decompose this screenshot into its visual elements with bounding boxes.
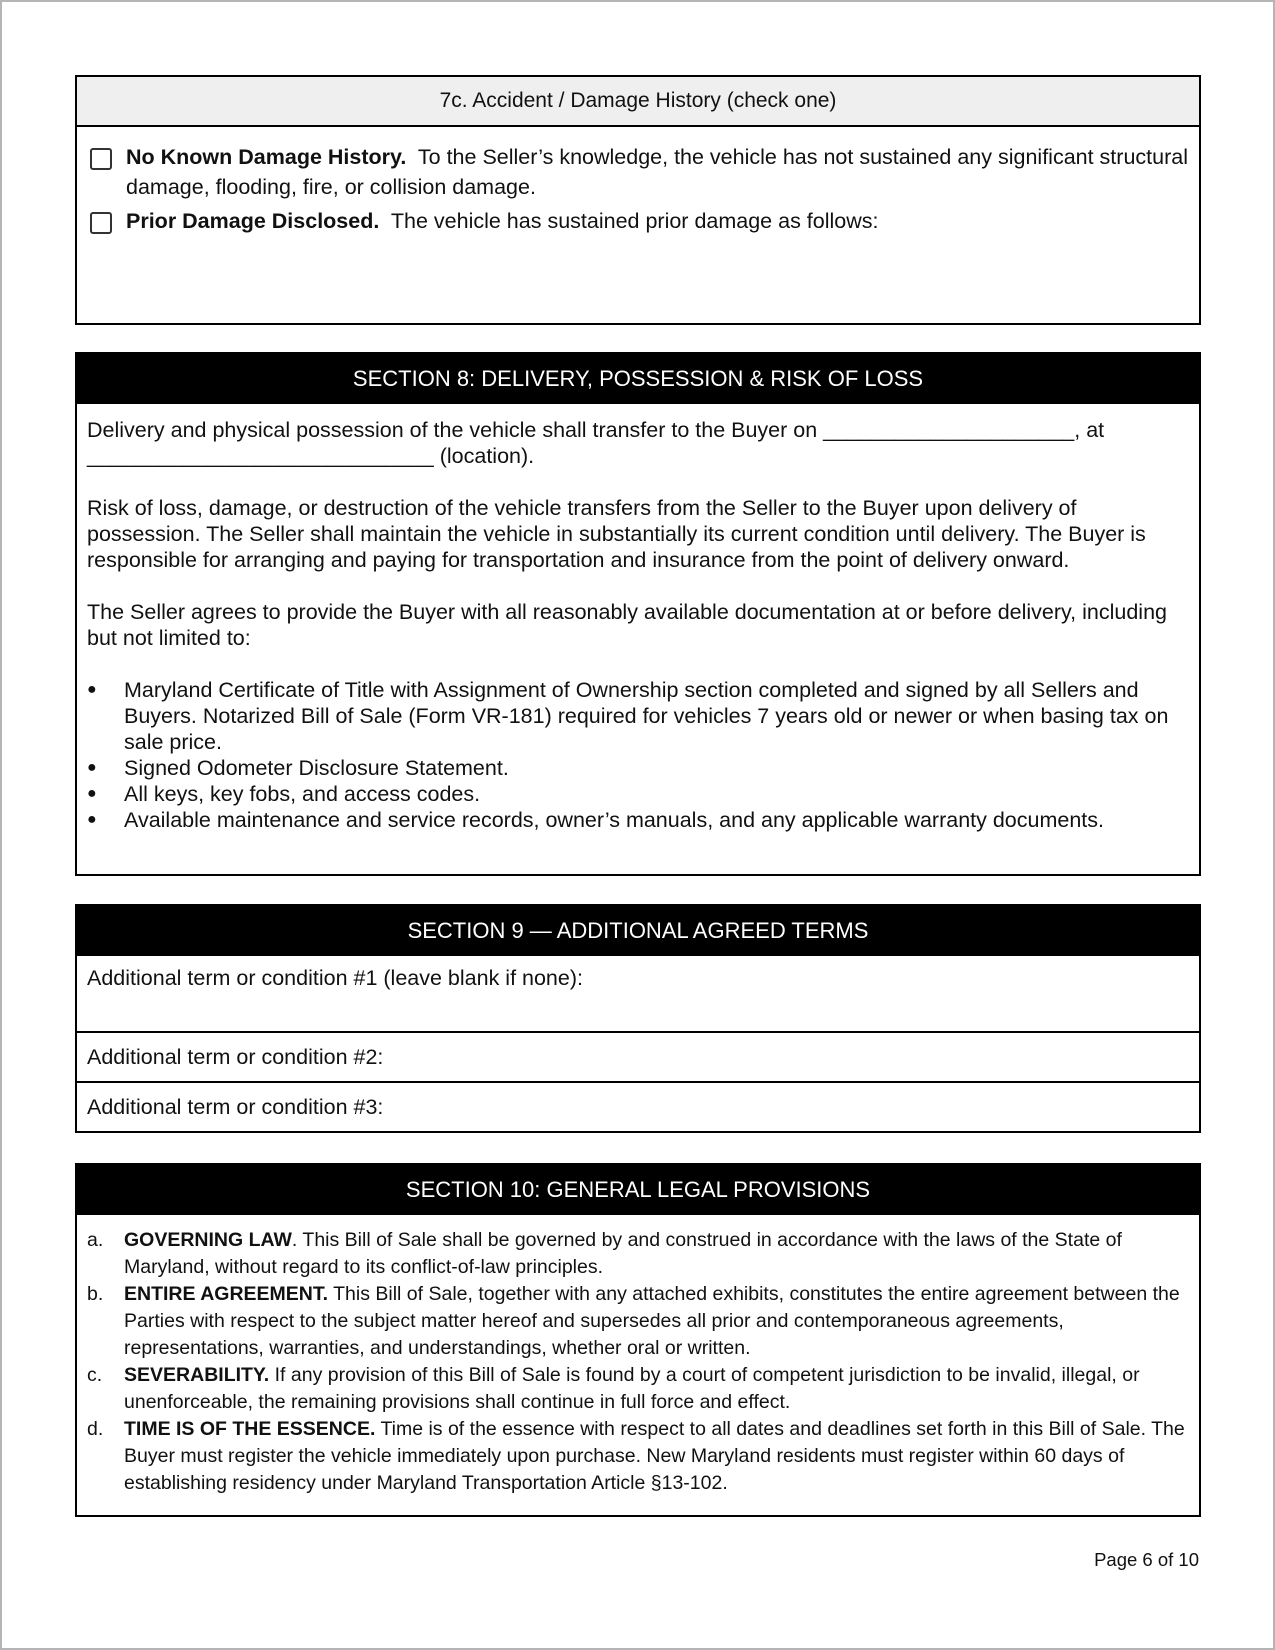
documents-list [77,677,1199,833]
term-row-3[interactable]: Additional term or condition #3: [87,1095,384,1119]
bullet-icon: ● [87,759,97,776]
damage-history-header: 7c. Accident / Damage History (check one) [77,77,1199,127]
bullet-icon: ● [87,811,97,828]
list-item: ● Signed Odometer Disclosure Statement. [87,756,509,780]
provisions-list [77,1215,1199,1497]
list-item: d. TIME IS OF THE ESSENCE. Time is of the essence with respect to all dates and deadlines set forth in this Bill of Sale. The Buyer must register the vehicle immediately upon purchase. New Maryland residents must register within 60 days of establishing residency under Maryland Transportation Article §13-102. [87,1418,1185,1494]
list-item: ● Maryland Certificate of Title with Assignment of Ownership section completed and signed by all Sellers and Buyers. Notarized Bill of Sale (Form VR-181) required for vehicles 7 years old or newer or when basing tax on sale price. [87,678,1169,754]
delivery-line-2: _____________________________ (location). [87,444,535,468]
list-item: ● All keys, key fobs, and access codes. [87,782,481,806]
risk-of-loss-paragraph: Risk of loss, damage, or destruction of the vehicle transfers from the Seller to the Buyer upon delivery of possession. The Seller shall maintain the vehicle in substantially its current condition until delivery. The Buyer is responsible for arranging and paying for transportation and insurance from the point of delivery onward. [87,496,1146,572]
documents-intro: The Seller agrees to provide the Buyer with all reasonably available documentation at or before delivery, including but not limited to: [87,600,1167,650]
list-item: b. ENTIRE AGREEMENT. This Bill of Sale, together with any attached exhibits, constitutes the entire agreement between the Parties with respect to the subject matter hereof and supersedes all prior and contemporaneous agreements, representations, warranties, and understandings, whether oral or written. [87,1283,1180,1359]
list-item: a. GOVERNING LAW. This Bill of Sale shall be governed by and construed in accordance with the laws of the State of Maryland, without regard to its conflict-of-law principles. [87,1229,1122,1278]
section-9-box [75,904,1201,1133]
prior-damage-option [77,206,1199,236]
no-damage-option [77,142,1199,202]
section-8-header: SECTION 8: DELIVERY, POSSESSION & RISK OF LOSS [77,354,1199,404]
term-row-2[interactable]: Additional term or condition #2: [77,1033,1199,1083]
term-row-1[interactable]: Additional term or condition #1 (leave blank if none): [77,956,1199,1033]
no-damage-text: To the Seller’s knowledge, the vehicle has not sustained any significant structural damage, flooding, fire, or collision damage. [126,145,1188,199]
prior-damage-text: The vehicle has sustained prior damage as follows: [390,209,879,233]
section-8-box [75,352,1201,876]
delivery-paragraph [87,417,1189,469]
damage-history-box [75,75,1201,325]
list-item: c. SEVERABILITY. If any provision of this Bill of Sale is found by a court of competent jurisdiction to be invalid, illegal, or unenforceable, the remaining provisions shall continue in full force and effect. [87,1364,1140,1413]
bullet-icon: ● [87,785,97,802]
list-item: ● Available maintenance and service records, owner’s manuals, and any applicable warranty documents. [87,808,1104,832]
prior-damage-checkbox[interactable] [90,212,112,234]
no-damage-title: No Known Damage History. [126,145,407,169]
page-number: Page 6 of 10 [1094,1549,1199,1570]
prior-damage-title: Prior Damage Disclosed. [126,209,380,233]
section-10-header: SECTION 10: GENERAL LEGAL PROVISIONS [77,1165,1199,1215]
bullet-icon: ● [87,681,97,698]
delivery-line-1: Delivery and physical possession of the vehicle shall transfer to the Buyer on _____________________, at [87,418,1105,442]
no-damage-checkbox[interactable] [90,148,112,170]
section-10-box [75,1163,1201,1517]
section-9-header: SECTION 9 — ADDITIONAL AGREED TERMS [77,906,1199,956]
